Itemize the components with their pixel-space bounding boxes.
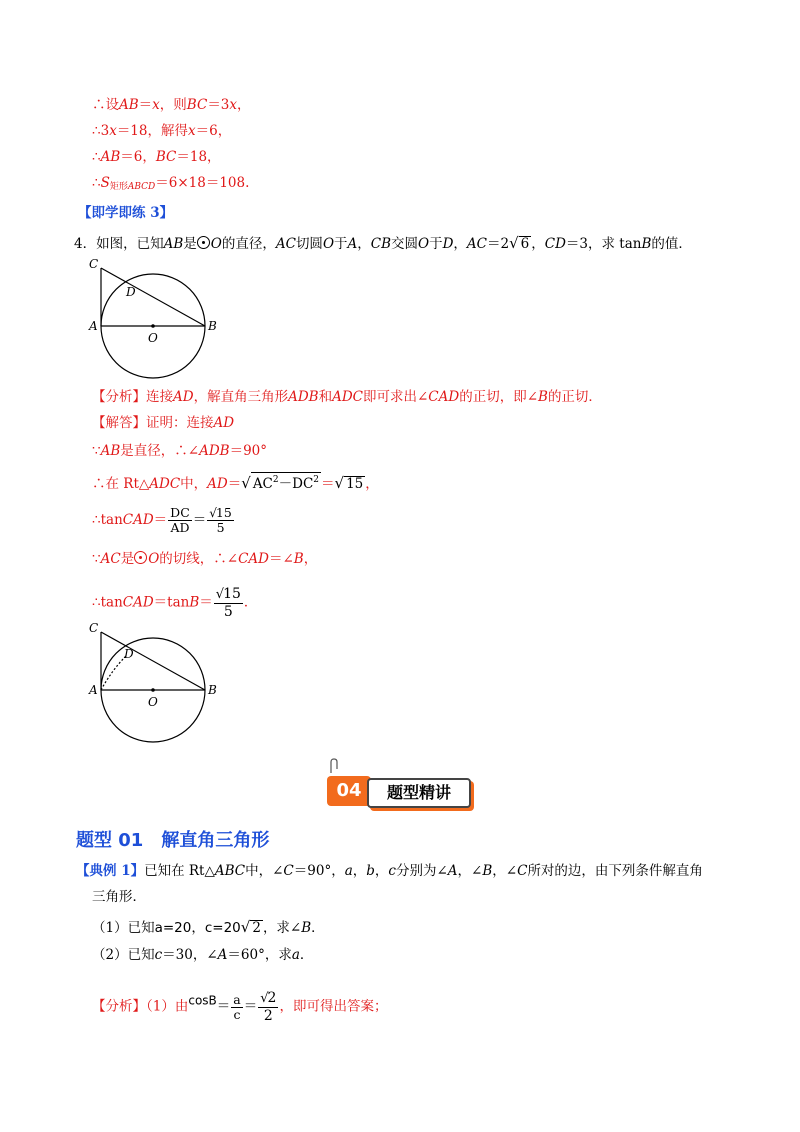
- step-line-4: $\therefore S_{矩形ABCD}=6\times 18=108$.: [92, 175, 250, 192]
- problem-4-statement: 4．如图，已知AB是 O的直径，AC切圆O于A，CB交圆O于D，AC＝2√ 6 ，CD＝3，求 tanB的值．: [74, 234, 692, 252]
- solution-step-2: ∴在 Rt△ADC中，AD＝√ $AC^2-DC^2$ ＝√ 15 ，: [92, 474, 379, 492]
- analysis-line: 【分析】连接AD，解直角三角形ADB和ADC即可求出∠CAD的正切，即∠B的正切．: [92, 389, 602, 405]
- label-c: C: [89, 257, 99, 271]
- center-point: [151, 324, 155, 328]
- solution-step-5: ∴tanCAD＝tanB＝ $\frac{√15}{5}$ ．: [92, 586, 258, 620]
- label-d: D: [124, 647, 134, 661]
- analysis-2-line: 【分析】（1）由cosB＝ $\frac{a}{c}$ ＝ $\frac{√2}{2}$ ，即可得出答案；: [92, 990, 388, 1024]
- circle-figure-1: [88, 256, 220, 380]
- solution-step-3: ∴tanCAD＝ $\frac{DC}{AD}$ ＝ $\frac{√15}{5}$: [92, 505, 232, 535]
- section-badge: [327, 772, 477, 808]
- question-1: （1）已知a=20，c=20√ 2 ，求∠B．: [92, 918, 325, 936]
- label-b: B: [208, 683, 217, 697]
- secant-cb: [101, 268, 205, 326]
- label-b: B: [208, 319, 217, 333]
- circle-dot-symbol: [197, 236, 210, 249]
- label-o: O: [148, 331, 158, 345]
- clip-icon: [327, 758, 341, 774]
- label-o: O: [148, 695, 158, 709]
- label-a: A: [89, 319, 98, 333]
- badge-number: 04: [327, 776, 371, 806]
- secant-cb: [101, 632, 205, 690]
- badge-title: 题型精讲: [367, 778, 471, 808]
- step-line-1: ∴设AB＝x，则BC＝3x，: [92, 97, 251, 113]
- label-a: A: [89, 683, 98, 697]
- example-1-line-1: 【典例 1】已知在 Rt△ABC中，∠C＝90°，a，b，c分别为∠A，∠B，∠C所对的边，由下列条件解直角: [76, 863, 703, 879]
- solution-step-4: ∵AC是 O的切线，∴∠CAD＝∠B，: [92, 551, 318, 567]
- dashed-ad: [101, 656, 126, 690]
- circle-dot-symbol: [134, 551, 147, 564]
- question-2: （2）已知c＝30，∠A＝60°，求a．: [92, 947, 314, 963]
- example-1-line-2: 三角形．: [92, 889, 146, 905]
- practice-header: 【即学即练 3】: [78, 205, 174, 221]
- circle-figure-2: [88, 622, 220, 746]
- solution-line: 【解答】证明：连接AD: [92, 415, 235, 431]
- step-line-3: ∴AB＝6，BC＝18，: [92, 149, 221, 165]
- section-title: 题型 01 解直角三角形: [76, 830, 270, 851]
- center-point: [151, 688, 155, 692]
- step-line-2: ∴3x＝18，解得x＝6，: [92, 123, 232, 139]
- solution-step-1: ∵AB是直径，∴∠ADB＝90°: [92, 443, 268, 459]
- label-c: C: [89, 622, 99, 635]
- label-d: D: [126, 285, 136, 299]
